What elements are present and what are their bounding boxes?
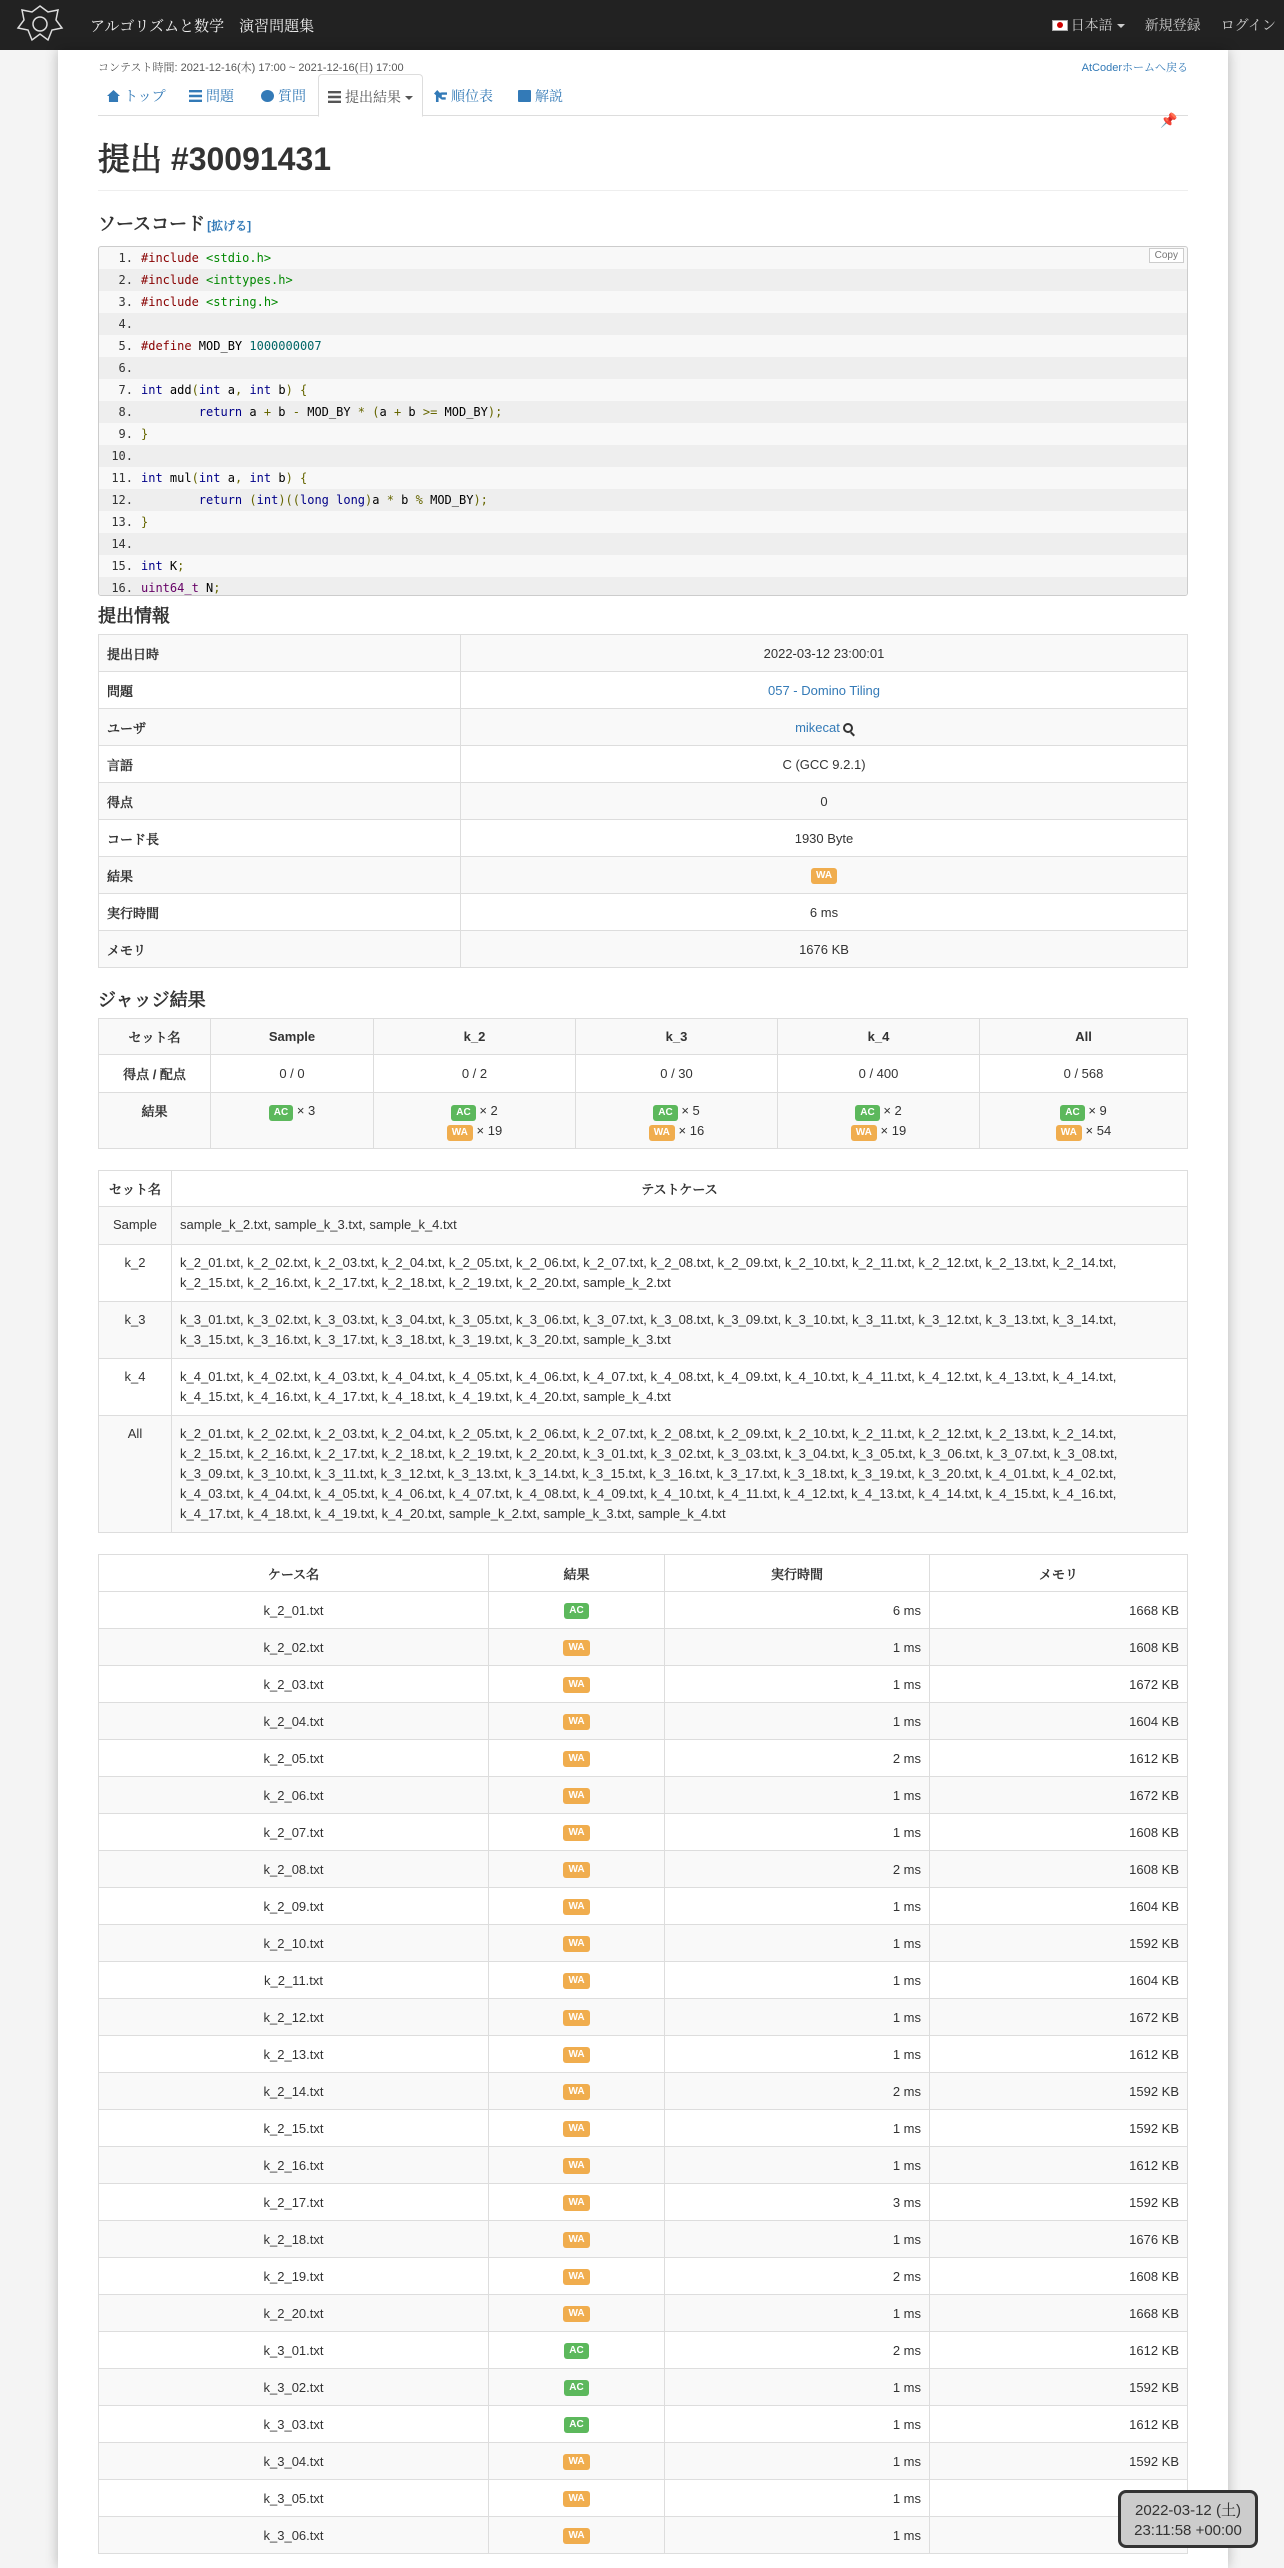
case-memory: 1604 KB bbox=[930, 1962, 1188, 1999]
memory-value: 1676 KB bbox=[461, 931, 1188, 968]
case-time: 1 ms bbox=[665, 2480, 930, 2517]
top-navbar bbox=[0, 0, 1284, 50]
clock-widget bbox=[1118, 2490, 1258, 2548]
page-title: 提出 #30091431 bbox=[98, 141, 332, 177]
tab-submissions[interactable]: 提出結果 bbox=[318, 74, 423, 117]
case-result-badge: WA bbox=[563, 1899, 589, 1915]
case-memory: 1668 KB bbox=[930, 2295, 1188, 2332]
case-result-badge: WA bbox=[563, 1640, 589, 1656]
case-name: k_3_05.txt bbox=[99, 2480, 489, 2517]
case-result-badge: WA bbox=[563, 2491, 589, 2507]
case-name: k_2_03.txt bbox=[99, 1666, 489, 1703]
case-row bbox=[99, 1666, 1188, 1703]
case-row bbox=[99, 2480, 1188, 2517]
case-result-badge: AC bbox=[564, 2343, 588, 2359]
atcoder-logo[interactable] bbox=[14, 4, 66, 46]
case-row bbox=[99, 2443, 1188, 2480]
case-result-badge: WA bbox=[563, 1751, 589, 1767]
language-dropdown[interactable]: 日本語 bbox=[1052, 15, 1125, 35]
case-time: 1 ms bbox=[665, 1777, 930, 1814]
case-result-badge: WA bbox=[563, 1825, 589, 1841]
case-name: k_2_07.txt bbox=[99, 1814, 489, 1851]
case-time: 2 ms bbox=[665, 1740, 930, 1777]
case-name: k_3_03.txt bbox=[99, 2406, 489, 2443]
case-result-badge: WA bbox=[563, 2195, 589, 2211]
case-name: k_2_06.txt bbox=[99, 1777, 489, 1814]
case-memory: 1592 KB bbox=[930, 2073, 1188, 2110]
case-time: 1 ms bbox=[665, 2443, 930, 2480]
score-value: 0 bbox=[461, 783, 1188, 820]
language-value: C (GCC 9.2.1) bbox=[461, 746, 1188, 783]
case-row bbox=[99, 1629, 1188, 1666]
case-row bbox=[99, 2295, 1188, 2332]
case-time: 3 ms bbox=[665, 2184, 930, 2221]
case-result-badge: WA bbox=[563, 2528, 589, 2544]
case-name: k_2_01.txt bbox=[99, 1592, 489, 1629]
case-result-badge: WA bbox=[563, 1677, 589, 1693]
user-link[interactable]: mikecat bbox=[795, 719, 840, 735]
case-name: k_3_06.txt bbox=[99, 2517, 489, 2554]
case-time: 1 ms bbox=[665, 1999, 930, 2036]
tab-standings[interactable]: 順位表 bbox=[425, 74, 502, 116]
case-row bbox=[99, 2406, 1188, 2443]
case-time: 1 ms bbox=[665, 2221, 930, 2258]
case-result-badge: AC bbox=[564, 2380, 588, 2396]
case-row bbox=[99, 2258, 1188, 2295]
case-result-badge: AC bbox=[564, 1603, 588, 1619]
case-row bbox=[99, 2369, 1188, 2406]
case-row bbox=[99, 1740, 1188, 1777]
case-name: k_2_11.txt bbox=[99, 1962, 489, 1999]
case-name: k_3_01.txt bbox=[99, 2332, 489, 2369]
case-time: 1 ms bbox=[665, 2110, 930, 2147]
home-icon bbox=[107, 90, 120, 102]
divider bbox=[98, 190, 1188, 191]
main-container bbox=[58, 50, 1228, 2568]
question-icon bbox=[261, 90, 274, 102]
contest-brand-link[interactable]: アルゴリズムと数学 演習問題集 bbox=[90, 18, 315, 35]
case-row bbox=[99, 2517, 1188, 2554]
case-result-badge: AC bbox=[564, 2417, 588, 2433]
case-time: 1 ms bbox=[665, 2295, 930, 2332]
search-icon[interactable] bbox=[843, 723, 853, 733]
case-row bbox=[99, 1592, 1188, 1629]
source-heading: ソースコード [拡げる] bbox=[98, 214, 252, 234]
case-name: k_2_04.txt bbox=[99, 1703, 489, 1740]
case-result-badge: WA bbox=[563, 2454, 589, 2470]
tab-editorial[interactable]: 解説 bbox=[509, 74, 572, 116]
tab-top[interactable]: トップ bbox=[98, 74, 175, 116]
case-row bbox=[99, 1814, 1188, 1851]
case-name: k_2_19.txt bbox=[99, 2258, 489, 2295]
case-name: k_2_17.txt bbox=[99, 2184, 489, 2221]
case-row bbox=[99, 2147, 1188, 2184]
case-result-badge: WA bbox=[563, 1936, 589, 1952]
case-name: k_3_02.txt bbox=[99, 2369, 489, 2406]
case-row bbox=[99, 1925, 1188, 1962]
copy-button[interactable]: Copy bbox=[1149, 248, 1184, 263]
code-length-value: 1930 Byte bbox=[461, 820, 1188, 857]
clock-time: 23:11:58 +00:00 bbox=[1134, 2522, 1242, 2539]
case-time: 6 ms bbox=[665, 1592, 930, 1629]
case-memory: 1608 KB bbox=[930, 2258, 1188, 2295]
case-memory: 1592 KB bbox=[930, 2369, 1188, 2406]
submission-date: 2022-03-12 23:00:01 bbox=[461, 635, 1188, 672]
case-name: k_2_20.txt bbox=[99, 2295, 489, 2332]
case-name: k_2_05.txt bbox=[99, 1740, 489, 1777]
case-memory: 1608 KB bbox=[930, 1814, 1188, 1851]
case-memory: 1608 KB bbox=[930, 1851, 1188, 1888]
judge-heading: ジャッジ結果 bbox=[98, 990, 206, 1010]
pin-icon[interactable]: 📌 bbox=[1160, 112, 1178, 128]
task-link[interactable]: 057 - Domino Tiling bbox=[768, 682, 880, 698]
login-link[interactable]: ログイン bbox=[1220, 17, 1276, 33]
sort-icon bbox=[434, 90, 447, 102]
tab-questions[interactable]: 質問 bbox=[252, 74, 315, 116]
status-badge: WA bbox=[811, 868, 837, 884]
case-result-badge: WA bbox=[563, 2232, 589, 2248]
case-time: 1 ms bbox=[665, 1962, 930, 1999]
case-memory: 1604 KB bbox=[930, 1703, 1188, 1740]
case-result-badge: WA bbox=[563, 2269, 589, 2285]
submission-info-table: 提出日時 2022-03-12 23:00:01 問題 057 - Domino Tiling ユーザ mikecat 言語 C (GCC 9.2.1) 得点 0 コード長 1930 Byte 結果 WA 実行時間 6 ms メモリ 1676 KB bbox=[98, 634, 1188, 968]
case-memory: 1672 KB bbox=[930, 1999, 1188, 2036]
case-memory: 1604 KB bbox=[930, 1888, 1188, 1925]
case-row bbox=[99, 2332, 1188, 2369]
signup-link[interactable]: 新規登録 bbox=[1144, 17, 1201, 33]
case-result-badge: WA bbox=[563, 1788, 589, 1804]
exec-time-value: 6 ms bbox=[461, 894, 1188, 931]
case-memory: 1672 KB bbox=[930, 1666, 1188, 1703]
japan-flag-icon bbox=[1052, 20, 1068, 31]
case-memory: 1612 KB bbox=[930, 2036, 1188, 2073]
case-row bbox=[99, 2036, 1188, 2073]
case-time: 2 ms bbox=[665, 2332, 930, 2369]
case-result-badge: WA bbox=[563, 1714, 589, 1730]
case-row bbox=[99, 1703, 1188, 1740]
list-icon bbox=[189, 90, 202, 102]
source-code-block[interactable]: 1. #include <stdio.h> 2. #include <inttypes.h> 3. #include <string.h> 4. 5. #define MOD_BY 1000000007 6. 7. int add(int a, int b) { 8. return a + b - MOD_BY * (a + b >= MOD_BY); 9. } 10. 11. int mul(int a, int b) { 12. return (int)((long long)a * b % MOD_BY); 13. } 14. 15. int K; 16. uint64_t N; Copy bbox=[98, 246, 1188, 596]
case-memory: 1592 KB bbox=[930, 2110, 1188, 2147]
case-name: k_2_18.txt bbox=[99, 2221, 489, 2258]
case-result-badge: WA bbox=[563, 1862, 589, 1878]
info-heading: 提出情報 bbox=[98, 606, 170, 626]
tab-tasks[interactable]: 問題 bbox=[180, 74, 243, 116]
case-time: 1 ms bbox=[665, 1703, 930, 1740]
case-memory: 1608 KB bbox=[930, 1629, 1188, 1666]
case-time: 2 ms bbox=[665, 1851, 930, 1888]
case-time: 1 ms bbox=[665, 2517, 930, 2554]
case-result-badge: WA bbox=[563, 2158, 589, 2174]
case-time: 1 ms bbox=[665, 2036, 930, 2073]
case-memory: 1612 KB bbox=[930, 2147, 1188, 2184]
case-time: 1 ms bbox=[665, 1666, 930, 1703]
case-row bbox=[99, 2221, 1188, 2258]
case-name: k_2_08.txt bbox=[99, 1851, 489, 1888]
contest-time: コンテスト時間: 2021-12-16(木) 17:00 ~ 2021-12-16(日) 17:00 bbox=[98, 62, 404, 74]
case-memory: 1612 KB bbox=[930, 2406, 1188, 2443]
case-time: 1 ms bbox=[665, 1814, 930, 1851]
caret-down-icon bbox=[1117, 24, 1125, 28]
case-row bbox=[99, 2073, 1188, 2110]
case-memory: 1672 KB bbox=[930, 1777, 1188, 1814]
case-row bbox=[99, 1999, 1188, 2036]
atcoder-home-link[interactable]: AtCoderホームへ戻る bbox=[1081, 62, 1188, 74]
case-memory: 1592 KB bbox=[930, 1925, 1188, 1962]
case-time: 1 ms bbox=[665, 1888, 930, 1925]
contest-tabs bbox=[98, 74, 1188, 128]
case-name: k_2_15.txt bbox=[99, 2110, 489, 2147]
case-time: 2 ms bbox=[665, 2073, 930, 2110]
clock-date: 2022-03-12 (土) bbox=[1135, 2502, 1241, 2519]
case-name: k_2_02.txt bbox=[99, 1629, 489, 1666]
case-memory: 1676 KB bbox=[930, 2221, 1188, 2258]
case-name: k_2_14.txt bbox=[99, 2073, 489, 2110]
case-memory: 1612 KB bbox=[930, 1740, 1188, 1777]
case-memory: 1592 KB bbox=[930, 2184, 1188, 2221]
case-row bbox=[99, 1962, 1188, 1999]
case-row bbox=[99, 2110, 1188, 2147]
case-result-badge: WA bbox=[563, 2121, 589, 2137]
case-name: k_2_09.txt bbox=[99, 1888, 489, 1925]
case-memory: 1592 KB bbox=[930, 2443, 1188, 2480]
case-time: 1 ms bbox=[665, 2147, 930, 2184]
case-result-badge: WA bbox=[563, 2084, 589, 2100]
case-name: k_2_12.txt bbox=[99, 1999, 489, 2036]
judge-result-table: セット名 Sample k_2 k_3 k_4 All 得点 / 配点 0 / 0 0 / 2 0 / 30 0 / 400 0 / 568 結果 AC × 3 AC × 2 WA × 19 AC × 5 WA × 16 AC × 2 WA × 19 AC × 9 WA × 54 bbox=[98, 1018, 1188, 1149]
expand-link[interactable]: [拡げる] bbox=[207, 219, 252, 233]
case-time: 2 ms bbox=[665, 2258, 930, 2295]
case-row bbox=[99, 1851, 1188, 1888]
case-time: 1 ms bbox=[665, 2406, 930, 2443]
case-memory: 1612 KB bbox=[930, 2332, 1188, 2369]
case-time: 1 ms bbox=[665, 2369, 930, 2406]
case-name: k_2_10.txt bbox=[99, 1925, 489, 1962]
case-name: k_3_04.txt bbox=[99, 2443, 489, 2480]
case-row bbox=[99, 2184, 1188, 2221]
case-result-badge: WA bbox=[563, 2047, 589, 2063]
case-time: 1 ms bbox=[665, 1629, 930, 1666]
caret-down-icon bbox=[405, 96, 413, 100]
case-result-badge: WA bbox=[563, 1973, 589, 1989]
list-icon bbox=[328, 91, 341, 103]
case-name: k_2_16.txt bbox=[99, 2147, 489, 2184]
testcase-set-table: セット名 テストケース Sample sample_k_2.txt, sample_k_3.txt, sample_k_4.txt k_2 k_2_01.txt, k_2_02.txt, k_2_03.txt, k_2_04.txt, k_2_05.txt, k_2_06.txt, k_2_07.txt, k_2_08.txt, k_2_09.txt, k_2_10.txt, k_2_11.txt, k_2_12.txt, k_2_13.txt, k_2_14.txt, k_2_15.txt, k_2_16.txt, k_2_17.txt, k_2_18.txt, k_2_19.txt, k_2_20.txt, sample_k_2.txt k_3 k_3_01.txt, k_3_02.txt, k_3_03.txt, k_3_04.txt, k_3_05.txt, k_3_06.txt, k_3_07.txt, k_3_08.txt, k_3_09.txt, k_3_10.txt, k_3_11.txt, k_3_12.txt, k_3_13.txt, k_3_14.txt, k_3_15.txt, k_3_16.txt, k_3_17.txt, k_3_18.txt, k_3_19.txt, k_3_20.txt, sample_k_3.txt k_4 k_4_01.txt, k_4_02.txt, k_4_03.txt, k_4_04.txt, k_4_05.txt, k_4_06.txt, k_4_07.txt, k_4_08.txt, k_4_09.txt, k_4_10.txt, k_4_11.txt, k_4_12.txt, k_4_13.txt, k_4_14.txt, k_4_15.txt, k_4_16.txt, k_4_17.txt, k_4_18.txt, k_4_19.txt, k_4_20.txt, sample_k_4.txt All k_2_01.txt, k_2_02.txt, k_2_03.txt, k_2_04.txt, k_2_05.txt, k_2_06.txt, k_2_07.txt, k_2_08.txt, k_2_09.txt, k_2_10.txt, k_2_11.txt, k_2_12.txt, k_2_13.txt, k_2_14.txt, k_2_15.txt, k_2_16.txt, k_2_17.txt, k_2_18.txt, k_2_19.txt, k_2_20.txt, k_3_01.txt, k_3_02.txt, k_3_03.txt, k_3_04.txt, k_3_05.txt, k_3_06.txt, k_3_07.txt, k_3_08.txt, k_3_09.txt, k_3_10.txt, k_3_11.txt, k_3_12.txt, k_3_13.txt, k_3_14.txt, k_3_15.txt, k_3_16.txt, k_3_17.txt, k_3_18.txt, k_3_19.txt, k_3_20.txt, k_4_01.txt, k_4_02.txt, k_4_03.txt, k_4_04.txt, k_4_05.txt, k_4_06.txt, k_4_07.txt, k_4_08.txt, k_4_09.txt, k_4_10.txt, k_4_11.txt, k_4_12.txt, k_4_13.txt, k_4_14.txt, k_4_15.txt, k_4_16.txt, k_4_17.txt, k_4_18.txt, k_4_19.txt, k_4_20.txt, sample_k_2.txt, sample_k_3.txt, sample_k_4.txt bbox=[98, 1170, 1188, 1533]
case-name: k_2_13.txt bbox=[99, 2036, 489, 2073]
case-row bbox=[99, 1777, 1188, 1814]
case-result-badge: WA bbox=[563, 2010, 589, 2026]
case-memory: 1668 KB bbox=[930, 1592, 1188, 1629]
case-result-table: ケース名 結果 実行時間 メモリ k_2_01.txt AC 6 ms 1668 KB k_2_02.txt WA 1 ms 1608 KB k_2_03.txt WA 1 ms 1672 KB k_2_04.txt WA 1 ms 1604 KB k_2_05.txt WA 2 ms 1612 KB k_2_06.txt WA 1 ms 1672 KB k_2_07.txt WA 1 ms 1608 KB k_2_08.txt WA 2 ms 1608 KB k_2_09.txt WA 1 ms 1604 KB k_2_10.txt WA 1 ms 1592 KB k_2_11.txt WA 1 ms 1604 KB k_2_12.txt WA 1 ms 1672 KB k_2_13.txt WA 1 ms 1612 KB k_2_14.txt WA 2 ms 1592 KB k_2_15.txt WA 1 ms 1592 KB k_2_16.txt WA 1 ms 1612 KB k_2_17.txt WA 3 ms 1592 KB k_2_18.txt WA 1 ms 1676 KB k_2_19.txt WA 2 ms 1608 KB k_2_20.txt WA 1 ms 1668 KB k_3_01.txt AC 2 ms 1612 KB k_3_02.txt AC 1 ms 1592 KB k_3_03.txt AC 1 ms 1612 KB k_3_04.txt WA 1 ms 1592 KB k_3_05.txt WA 1 ms k_3_06.txt WA 1 ms bbox=[98, 1554, 1188, 2554]
case-result-badge: WA bbox=[563, 2306, 589, 2322]
case-row bbox=[99, 1888, 1188, 1925]
case-time: 1 ms bbox=[665, 1925, 930, 1962]
book-icon bbox=[518, 90, 531, 102]
